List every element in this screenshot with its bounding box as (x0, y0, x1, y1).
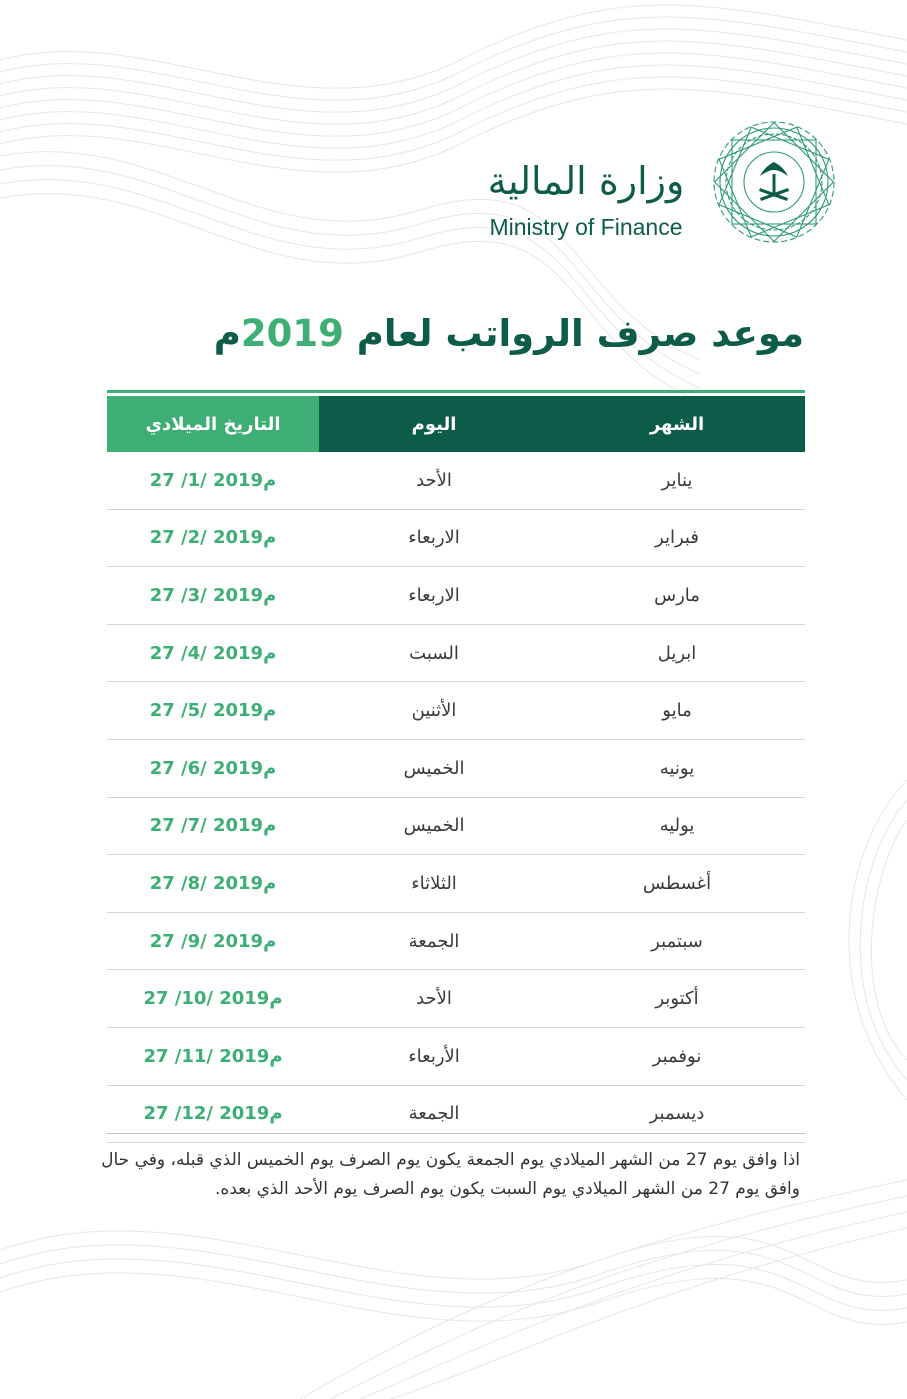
header-date: التاريخ الميلادي (107, 396, 319, 452)
table-row (107, 798, 805, 856)
table-body (107, 452, 805, 1143)
day-cell: الخميس (403, 815, 465, 837)
day-cell: الاربعاء (408, 527, 460, 549)
table-top-rule (107, 390, 805, 393)
title-year: 2019 (240, 312, 344, 355)
month-cell: أغسطس (642, 872, 712, 894)
table-row (107, 510, 805, 568)
table-row (107, 567, 805, 625)
table-row (107, 970, 805, 1028)
salary-schedule-table (107, 396, 805, 1143)
table-row (107, 740, 805, 798)
date-cell: 27 /6/ 2019م (149, 757, 277, 779)
month-cell: يونيه (659, 757, 695, 779)
table-bottom-rule (107, 1133, 805, 1134)
header-day: اليوم (319, 396, 549, 452)
month-cell: يناير (661, 469, 693, 491)
date-cell: 27 /7/ 2019م (149, 815, 277, 837)
table-row (107, 1028, 805, 1086)
day-cell: الجمعة (408, 1103, 460, 1125)
table-row (107, 625, 805, 683)
table-header-row (107, 396, 805, 452)
day-cell: الأثنين (411, 700, 457, 722)
date-cell: 27 /8/ 2019م (149, 872, 277, 894)
title-suffix: م (213, 312, 241, 355)
day-cell: الأربعاء (408, 1045, 460, 1067)
table-row (107, 682, 805, 740)
date-cell: 27 /11/ 2019م (143, 1045, 283, 1067)
day-cell: الأحد (416, 469, 452, 491)
date-cell: 27 /10/ 2019م (143, 988, 283, 1010)
ministry-name-arabic: وزارة المالية (487, 159, 685, 203)
ministry-name-english: Ministry of Finance (489, 214, 683, 240)
table-row (107, 1086, 805, 1144)
title-text: موعد صرف الرواتب لعام (343, 312, 804, 355)
month-cell: نوفمبر (652, 1045, 702, 1067)
day-cell: الثلاثاء (411, 872, 457, 894)
month-cell: مارس (654, 584, 700, 606)
table-row (107, 452, 805, 510)
date-cell: 27 /4/ 2019م (149, 642, 277, 664)
table-row (107, 855, 805, 913)
header-month: الشهر (549, 396, 805, 452)
month-cell: يوليه (659, 815, 695, 837)
date-cell: 27 /12/ 2019م (143, 1103, 283, 1125)
month-cell: سبتمبر (651, 930, 703, 952)
ministry-emblem-icon (706, 114, 842, 250)
month-cell: فبراير (655, 527, 699, 549)
date-cell: 27 /3/ 2019م (149, 584, 277, 606)
month-cell: ابريل (657, 642, 697, 664)
day-cell: الأحد (416, 988, 452, 1010)
page-title (200, 306, 804, 362)
day-cell: السبت (409, 642, 459, 664)
date-cell: 27 /2/ 2019م (149, 527, 277, 549)
month-cell: ديسمبر (649, 1103, 705, 1125)
table-row (107, 913, 805, 971)
date-cell: 27 /9/ 2019م (149, 930, 277, 952)
day-cell: الجمعة (408, 930, 460, 952)
footnote: اذا وافق يوم 27 من الشهر الميلادي يوم الجمعة يكون يوم الصرف يوم الخميس الذي قبله، وفي حال وافق يوم 27 من الشهر الميلادي يوم السبت يكون يوم الصرف يوم الأحد الذي بعده. (101, 1150, 800, 1199)
date-cell: 27 /5/ 2019م (149, 700, 277, 722)
date-cell: 27 /1/ 2019م (149, 469, 277, 491)
day-cell: الخميس (403, 757, 465, 779)
month-cell: مايو (662, 700, 692, 722)
month-cell: أكتوبر (655, 988, 699, 1010)
day-cell: الاربعاء (408, 584, 460, 606)
